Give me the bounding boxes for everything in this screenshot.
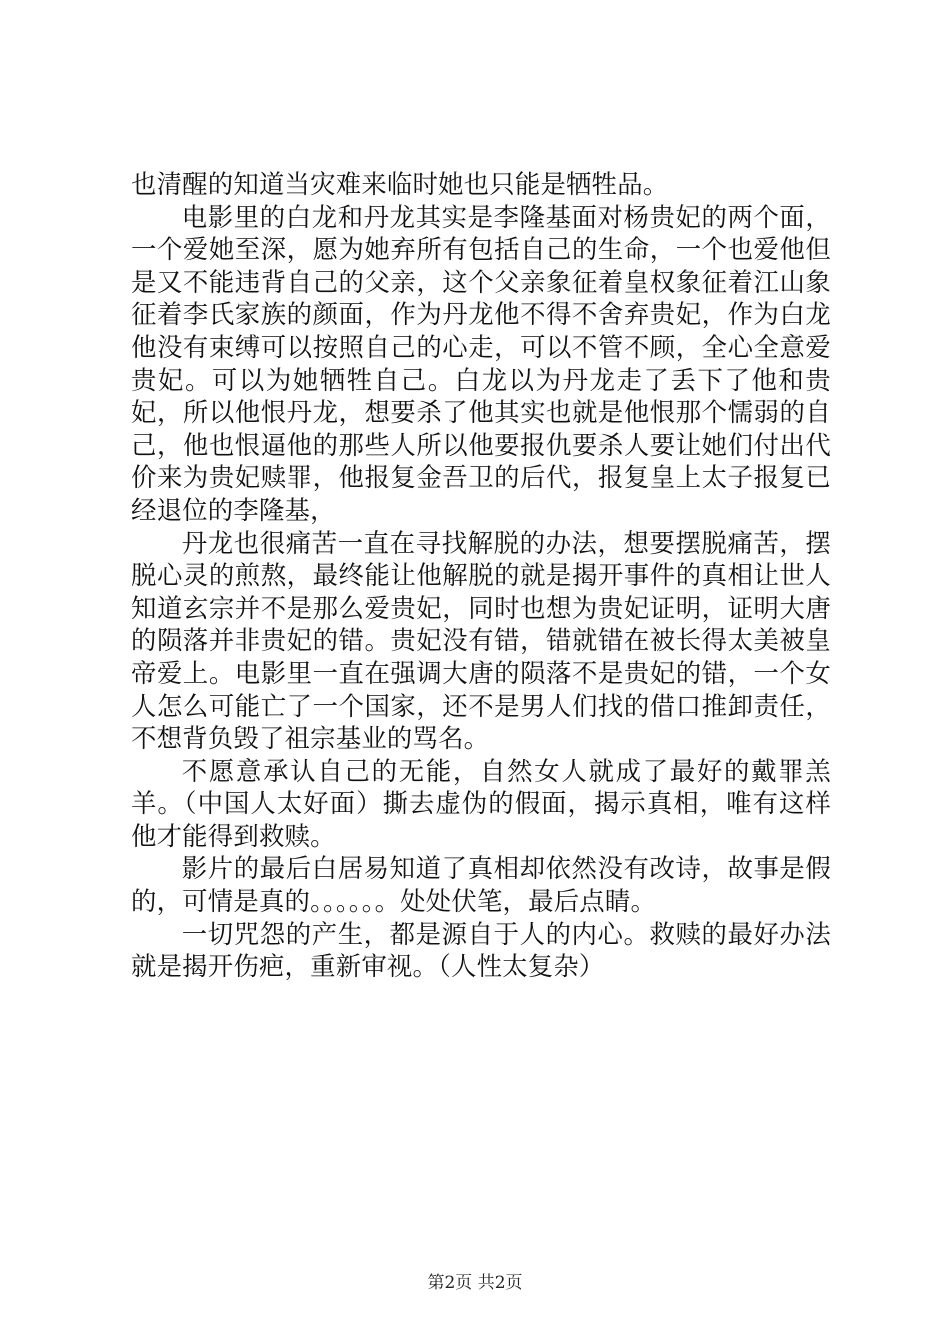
page-number-footer: 第2页 共2页 xyxy=(427,1273,523,1293)
document-body xyxy=(131,168,831,983)
paragraph-2: 电影里的白龙和丹龙其实是李隆基面对杨贵妃的两个面，一个爱她至深，愿为她弃所有包括自己的生命，一个也爱他但是又不能违背自己的父亲，这个父亲象征着皇权象征着江山象征着李氏家族的颜面，作为丹龙他不得不舍弃贵妃，作为白龙他没有束缚可以按照自己的心走，可以不管不顾，全心全意爱贵妃。可以为她牺牲自己。白龙以为丹龙走了丢下了他和贵妃，所以他恨丹龙，想要杀了他其实也就是他恨那个懦弱的自己，他也恨逼他的那些人所以他要报仇要杀人要让她们付出代价来为贵妃赎罪，他报复金吾卫的后代，报复皇上太子报复已经退位的李隆基， xyxy=(131,201,831,525)
paragraph-3: 丹龙也很痛苦一直在寻找解脱的办法，想要摆脱痛苦，摆脱心灵的煎熬，最终能让他解脱的就是揭开事件的真相让世人知道玄宗并不是那么爱贵妃，同时也想为贵妃证明，证明大唐的陨落并非贵妃的错。贵妃没有错，错就错在被长得太美被皇帝爱上。电影里一直在强调大唐的陨落不是贵妃的错，一个女人怎么可能亡了一个国家，还不是男人们找的借口推卸责任，不想背负毁了祖宗基业的骂名。 xyxy=(131,527,831,754)
paragraph-1: 也清醒的知道当灾难来临时她也只能是牺牲品。 xyxy=(131,169,669,199)
paragraph-5: 影片的最后白居易知道了真相却依然没有改诗，故事是假的，可情是真的。。。。。。处处伏笔，最后点睛。 xyxy=(131,853,831,917)
paragraph-4: 不愿意承认自己的无能，自然女人就成了最好的戴罪羔羊。（中国人太好面）撕去虚伪的假面，揭示真相，唯有这样他才能得到救赎。 xyxy=(131,755,831,851)
paragraph-6: 一切咒怨的产生，都是源自于人的内心。救赎的最好办法就是揭开伤疤，重新审视。（人性太复杂） xyxy=(131,918,831,982)
